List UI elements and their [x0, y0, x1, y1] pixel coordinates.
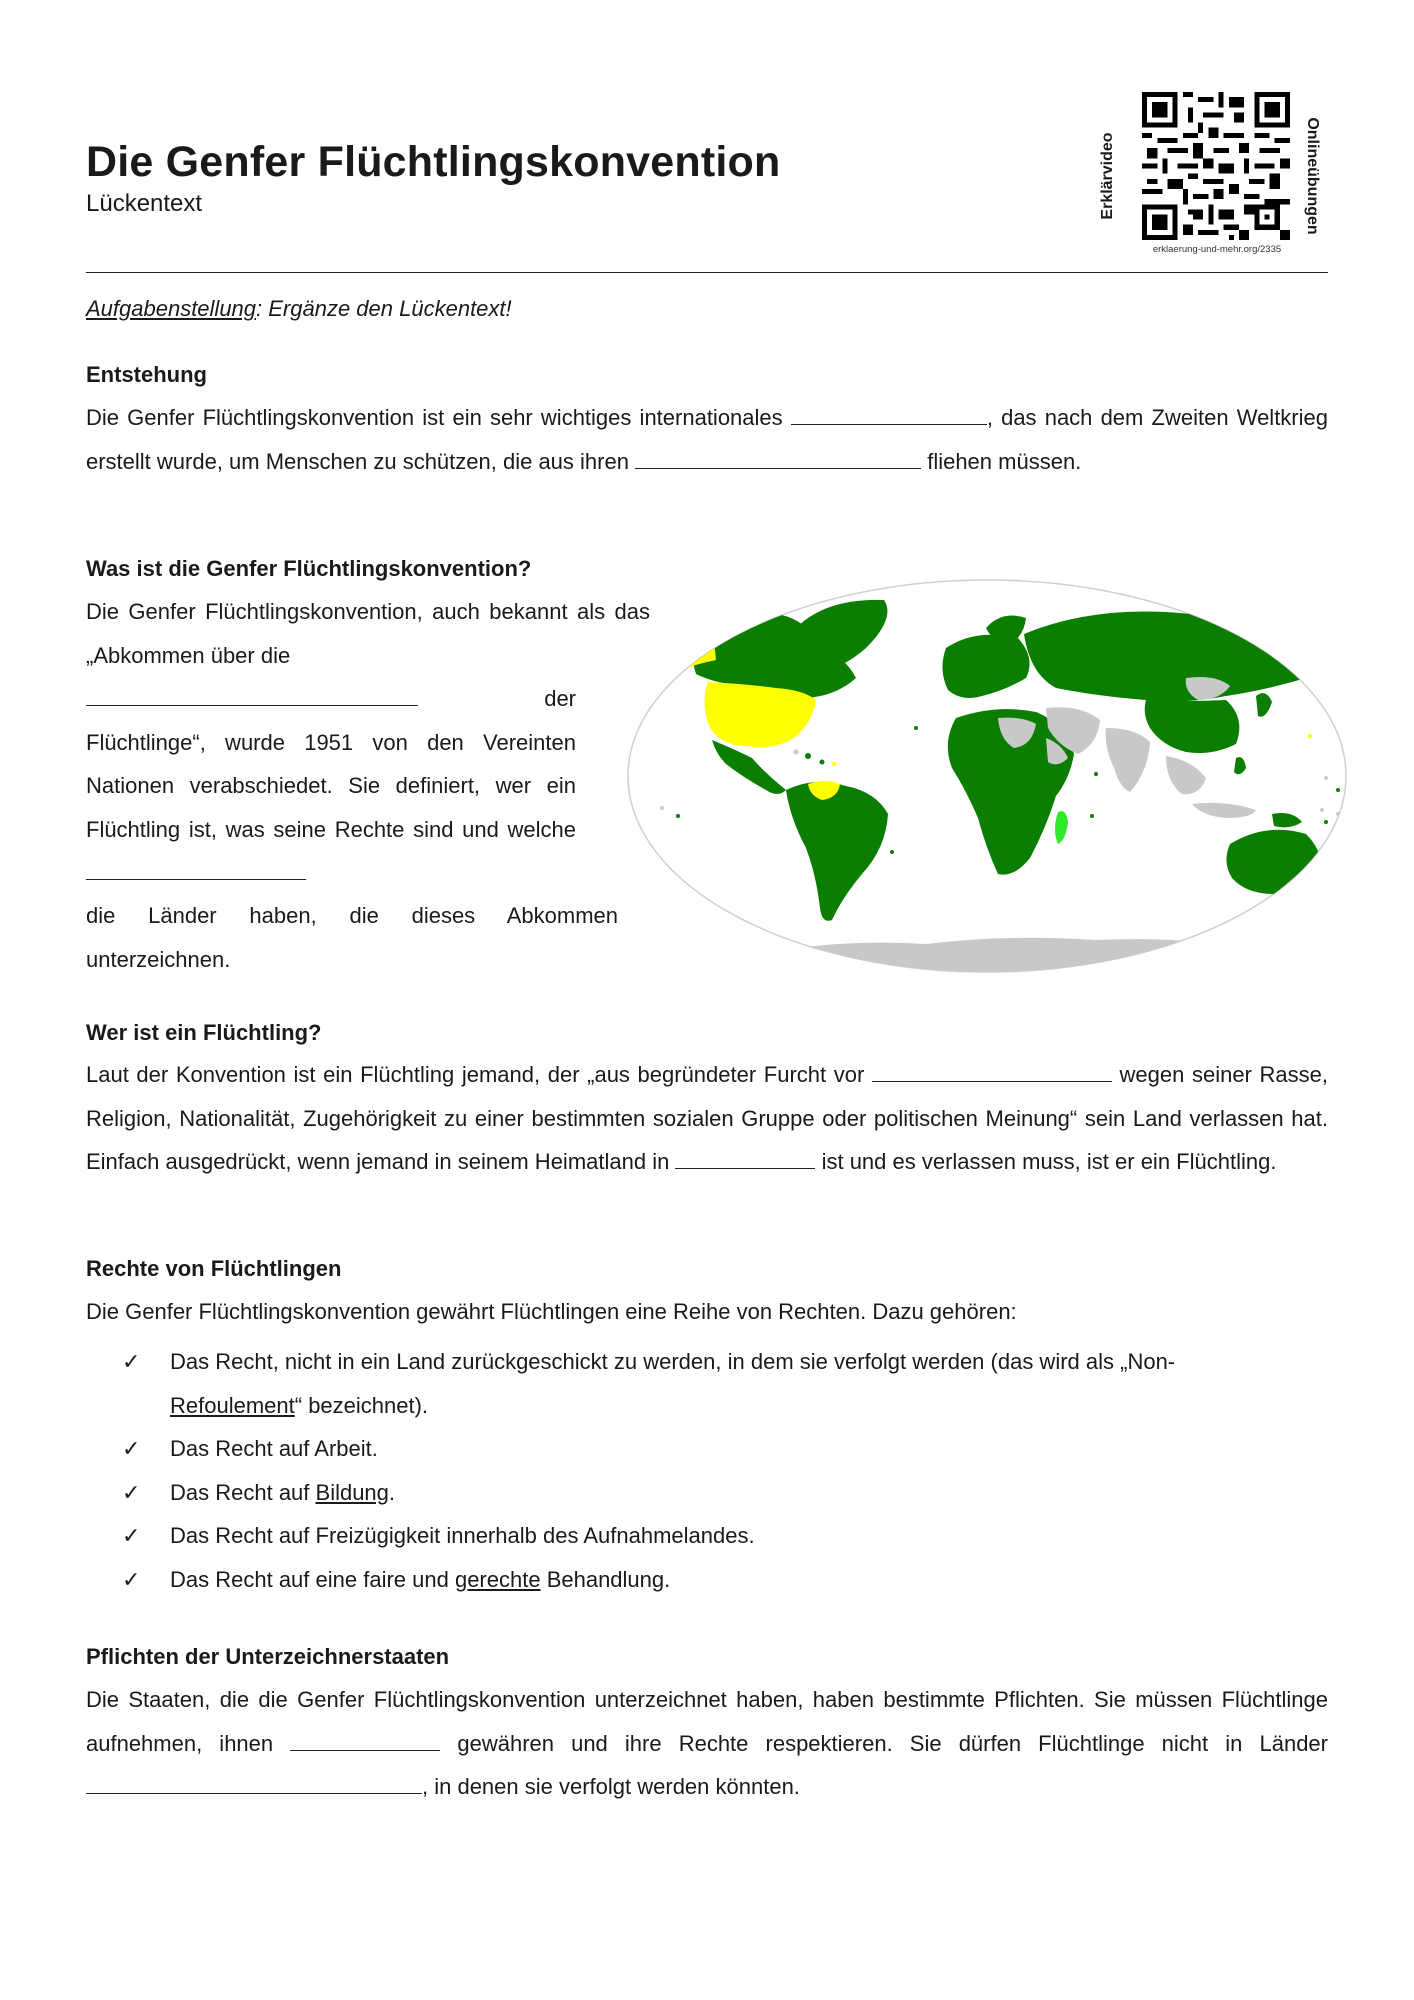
blank-field[interactable] [86, 685, 418, 706]
qr-label-video[interactable]: Erklärvideo [1099, 132, 1116, 220]
text-segment: die Länder haben, die dieses Abkommen unterzeichnen. [86, 903, 618, 972]
task-instruction [86, 296, 512, 322]
qr-url[interactable]: erklaerung-und-mehr.org/2335 [1152, 244, 1282, 255]
paragraph-was-ist-1 [86, 590, 650, 677]
list-item [122, 1558, 1328, 1602]
paragraph-was-ist-2 [86, 677, 576, 895]
checkmark-icon: ✓ [122, 1436, 141, 1461]
list-item [122, 1340, 1328, 1427]
item-text: Das Recht auf Arbeit. [170, 1436, 378, 1461]
item-text: . [388, 1479, 396, 1505]
text-segment: Die Genfer Flüchtlingskonvention ist ein sehr wichtiges internationales [86, 405, 783, 430]
qr-block [1092, 84, 1328, 269]
text-segment: der Flüchtlinge“, wurde 1951 von den Vereinten Nationen verabschiedet. Sie definiert, wer ein Flüchtling ist, was seine Rechte sind und welche [86, 686, 576, 842]
paragraph-wer [86, 1053, 1328, 1184]
checkmark-icon: ✓ [122, 1479, 141, 1505]
page-title: Die Genfer Flüchtlingskonvention [86, 138, 781, 186]
paragraph-pflichten [86, 1678, 1328, 1809]
heading-pflichten: Pflichten der Unterzeichnerstaaten [86, 1644, 450, 1669]
item-text: Das Recht auf eine faire und [170, 1566, 455, 1592]
rights-list [122, 1340, 1328, 1601]
text-segment: fliehen müssen. [927, 448, 1082, 474]
heading-was-ist: Was ist die Genfer Flüchtlingskonvention? [86, 556, 532, 581]
text-segment: Laut der Konvention ist ein Flüchtling jemand, der „aus begründeter Furcht vor [86, 1062, 865, 1087]
task-label: Aufgabenstellung [86, 296, 257, 321]
text-segment: Die Staaten, die die Genfer Flüchtlingskonvention unterzeichnet haben, haben bestimmte Pflichten. Sie müssen Flüchtlinge aufnehmen, ihnen [86, 1687, 1328, 1756]
qr-code-icon[interactable] [1142, 92, 1290, 240]
item-text: Behandlung. [540, 1566, 671, 1592]
list-item [122, 1514, 1328, 1558]
checkmark-icon: ✓ [122, 1523, 141, 1548]
list-item [122, 1427, 1328, 1471]
blank-field[interactable] [872, 1061, 1112, 1082]
paragraph-rechte-intro: Die Genfer Flüchtlingskonvention gewährt Flüchtlingen eine Reihe von Rechten. Dazu gehören: [86, 1299, 1017, 1324]
qr-label-exercises[interactable]: Onlineübungen [1304, 117, 1321, 235]
checkmark-icon: ✓ [122, 1349, 141, 1374]
blank-field[interactable] [791, 404, 987, 425]
blank-field[interactable] [86, 1773, 422, 1794]
text-segment: , in denen sie verfolgt werden könnten. [422, 1774, 800, 1799]
heading-entstehung: Entstehung [86, 362, 207, 387]
item-link[interactable]: Refoulement [170, 1392, 295, 1418]
item-link[interactable]: Bildung [315, 1479, 389, 1505]
item-text: Das Recht auf Freizügigkeit innerhalb des Aufnahmelandes. [170, 1523, 755, 1548]
page-subtitle: Lückentext [86, 190, 203, 217]
item-text: “ bezeichnet). [294, 1392, 429, 1418]
heading-wer: Wer ist ein Flüchtling? [86, 1020, 322, 1045]
blank-field[interactable] [675, 1148, 815, 1169]
paragraph-was-ist-3 [86, 894, 618, 981]
blank-field[interactable] [635, 448, 921, 469]
blank-field[interactable] [290, 1730, 440, 1751]
item-text: Das Recht auf [170, 1479, 316, 1505]
list-item [122, 1471, 1328, 1515]
header-divider [86, 272, 1328, 273]
text-segment: wegen seiner Rasse, Religion, Nationalität, Zugehörigkeit zu einer bestimmten sozialen Gruppe oder politischen Meinung“ sein Land verlassen hat. Einfach ausgedrückt, wenn jemand in seinem Heimatland in [86, 1062, 1328, 1174]
text-segment: , das nach dem Zweiten Weltkrieg erstellt wurde, um Menschen zu schützen, die aus ihren [86, 405, 1328, 474]
text-segment: gewähren und ihre Rechte respektieren. Sie dürfen Flüchtlinge nicht in Länder [457, 1730, 1328, 1756]
world-map-signatories [626, 578, 1348, 974]
item-text: Das Recht, nicht in ein Land zurückgeschickt zu werden, in dem sie verfolgt werden (das wird als „Non- [170, 1349, 1176, 1374]
item-link[interactable]: gerechte [454, 1566, 541, 1592]
checkmark-icon: ✓ [122, 1566, 141, 1592]
blank-field[interactable] [86, 859, 306, 880]
text-segment: ist und es verlassen muss, ist er ein Flüchtling. [821, 1149, 1277, 1174]
task-text: : Ergänze den Lückentext! [256, 296, 512, 321]
heading-rechte: Rechte von Flüchtlingen [86, 1256, 342, 1281]
paragraph-entstehung [86, 396, 1328, 483]
text-segment: Die Genfer Flüchtlingskonvention, auch bekannt als das „Abkommen über die [86, 599, 650, 668]
